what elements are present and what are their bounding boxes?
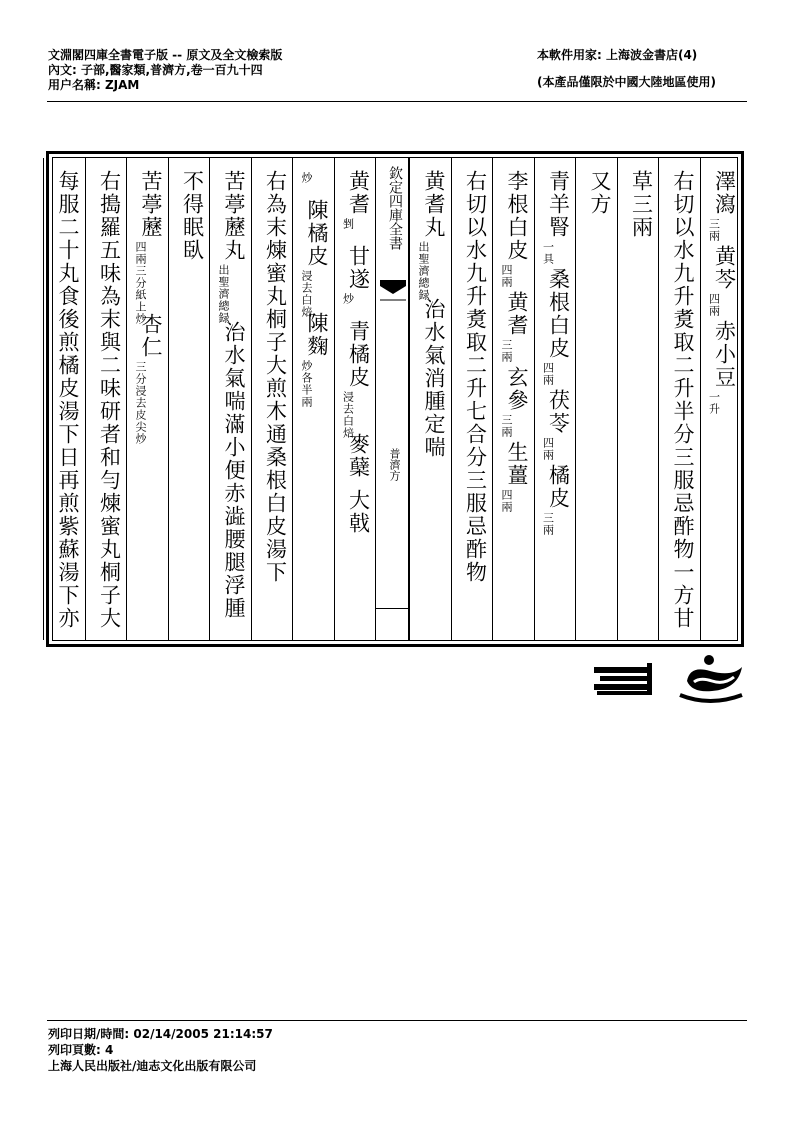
- column-main-text: 右切以水九升煑取二升七合分三服忌酢物: [463, 170, 488, 584]
- column-main-text: 杏仁: [139, 313, 163, 359]
- column-main-text: 桑根白皮: [546, 268, 571, 360]
- column-main-text: 生薑: [505, 441, 529, 487]
- fish-tail-icon: [380, 280, 406, 302]
- spine-divider: [376, 608, 408, 609]
- print-date-label: 列印日期/時間:: [48, 1027, 130, 1041]
- column-main-text: 右切以水九升煑取二升半分三服忌酢物一方甘: [671, 170, 695, 630]
- column-main-text: 苦葶藶丸: [222, 170, 246, 262]
- column-annotation: 出聖濟總録: [417, 241, 430, 301]
- text-column: [292, 158, 334, 640]
- column-annotation: 三兩: [541, 512, 555, 536]
- text-column: [43, 158, 85, 640]
- column-main-text: 苦葶藶: [139, 170, 163, 239]
- text-column: [209, 158, 251, 640]
- text-column: [534, 158, 576, 640]
- column-main-text: 右為末煉蜜丸桐子大煎木通桑根白皮湯下: [263, 170, 288, 584]
- column-annotation: 三分浸去皮尖炒: [134, 361, 147, 445]
- page-inner: [52, 157, 738, 641]
- column-annotation: 四兩: [541, 437, 555, 461]
- column-main-text: 青羊腎: [546, 170, 571, 239]
- column-annotation: 浸去白焙: [341, 391, 355, 439]
- header-rule: [47, 101, 747, 102]
- footer-print-date: [48, 1026, 273, 1042]
- column-main-text: 不得眠臥: [180, 170, 205, 262]
- publisher-logo-icon: [592, 655, 747, 705]
- column-annotation: 四兩: [541, 362, 555, 386]
- column-annotation: 剉: [341, 218, 355, 230]
- column-annotation: 四兩: [500, 264, 513, 288]
- column-main-text: 黄耆: [505, 291, 529, 337]
- column-annotation: 三兩: [707, 218, 721, 242]
- column-annotation: 浸去白焙: [300, 270, 313, 318]
- column-main-text: 黄耆: [346, 170, 371, 216]
- column-main-text: 茯苓: [546, 389, 571, 435]
- column-main-text: 澤瀉: [712, 170, 737, 216]
- pages-label: 列印頁數:: [48, 1043, 101, 1057]
- text-column: [617, 158, 659, 640]
- page-frame: [46, 151, 744, 647]
- column-annotation: 出聖濟總録: [217, 264, 230, 324]
- header-licensee: 本軟件用家: 上海波金書店(4): [537, 48, 698, 62]
- header-title: 文淵閣四庫全書電子版 -- 原文及全文檢索版: [48, 48, 283, 62]
- footer-pages: [48, 1042, 273, 1058]
- text-column: [126, 158, 168, 640]
- column-annotation: 一升: [707, 391, 721, 415]
- header-left: [48, 48, 282, 93]
- column-main-text: 青橘皮: [346, 320, 371, 389]
- column-main-text: 赤小豆: [712, 320, 737, 389]
- spine-title: 欽定四庫全書: [387, 166, 403, 250]
- text-column: [168, 158, 210, 640]
- book-spine: [375, 158, 409, 640]
- column-main-text: 治水氣喘滿小便赤澁腰腿浮腫: [222, 321, 246, 620]
- print-date-value: 02/14/2005 21:14:57: [133, 1027, 273, 1041]
- text-column: [85, 158, 127, 640]
- column-main-text: 大戟: [346, 489, 371, 535]
- column-annotation: 炒: [341, 293, 355, 305]
- text-column: [451, 158, 493, 640]
- column-annotation: 一具: [541, 241, 555, 265]
- column-main-text: 陳麴: [305, 312, 329, 358]
- footer-publisher: 上海人民出版社/迪志文化出版有限公司: [48, 1059, 257, 1073]
- spine-book-name: 普濟方: [388, 448, 401, 481]
- column-main-text: 草三兩: [629, 170, 654, 239]
- column-annotation: 三兩: [500, 339, 513, 363]
- header-username: 用户名稱: ZJAM: [48, 78, 140, 92]
- text-column: [700, 158, 742, 640]
- text-column: [409, 158, 451, 640]
- column-annotation: 炒各半兩: [300, 360, 313, 408]
- column-main-text: 又方: [588, 170, 612, 216]
- column-main-text: 李根白皮: [505, 170, 529, 262]
- footer: [48, 1026, 273, 1074]
- column-main-text: 玄參: [505, 366, 529, 412]
- text-column: [334, 158, 376, 640]
- column-main-text: 右搗羅五味為末與二味研者和勻煉蜜丸桐子大: [97, 170, 122, 630]
- pages-value: 4: [105, 1043, 114, 1057]
- column-main-text: 治水氣消腫定喘: [422, 298, 446, 459]
- column-main-text: 橘皮: [546, 464, 571, 510]
- column-main-text: 陳橘皮: [305, 199, 329, 268]
- header-right: [537, 48, 716, 90]
- column-annotation: 炒: [300, 172, 313, 184]
- column-annotation: 四兩: [707, 293, 721, 317]
- column-main-text: 黄芩: [712, 245, 737, 291]
- column-main-text: 甘遂: [346, 245, 371, 291]
- text-column: [251, 158, 293, 640]
- header-content-path: 內文: 子部,醫家類,普濟方,卷一百九十四: [48, 63, 263, 77]
- column-main-text: 黄耆丸: [422, 170, 446, 239]
- text-column: [575, 158, 617, 640]
- column-main-text: 每服二十丸食後煎橘皮湯下日再煎紫蘇湯下亦: [56, 170, 80, 630]
- footer-rule: [47, 1020, 747, 1021]
- column-main-text: 麥蘖: [346, 433, 371, 479]
- column-annotation: 三兩: [500, 414, 513, 438]
- text-column: [492, 158, 534, 640]
- column-annotation: 四兩三分紙上炒: [134, 241, 147, 325]
- text-column: [658, 158, 700, 640]
- header-region-note: (本產品僅限於中國大陸地區使用): [537, 75, 716, 89]
- column-annotation: 四兩: [500, 489, 513, 513]
